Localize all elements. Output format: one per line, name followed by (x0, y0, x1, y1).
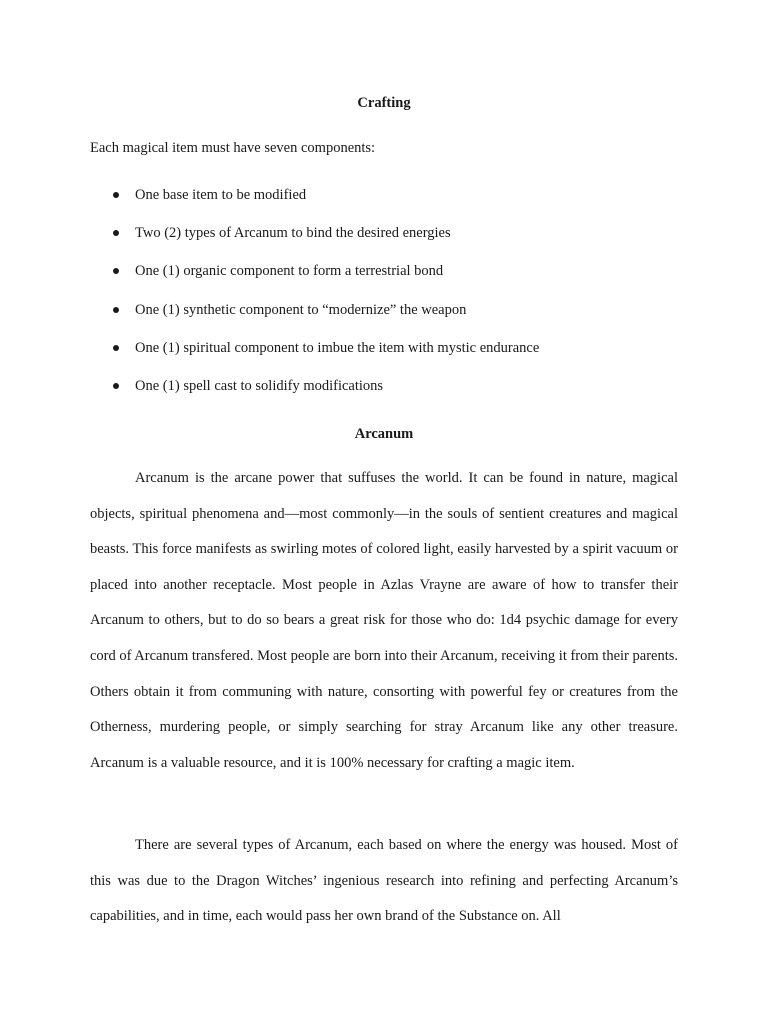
list-item (90, 331, 690, 369)
bullet-icon (113, 192, 119, 198)
body-paragraph: Arcanum is the arcane power that suffuses the world. It can be found in nature, magical objects, spiritual phenomena and—most commonly—in the souls of sentient creatures and magical beasts. This force manifests as swirling motes of colored light, easily harvested by a spirit vacuum or placed into another receptacle. Most people in Azlas Vrayne are aware of how to transfer their Arcanum to others, but to do so bears a great risk for those who do: 1d4 psychic damage for every cord of Arcanum transfered. Most people are born into their Arcanum, receiving it from their parents. Others obtain it from communing with nature, consorting with powerful fey or creatures from the Otherness, murdering people, or simply searching for stray Arcanum like any other treasure. Arcanum is a valuable resource, and it is 100% necessary for crafting a magic item. (90, 470, 678, 771)
list-item (90, 254, 690, 292)
list-item-text: One (1) spiritual component to imbue the item with mystic endurance (135, 339, 540, 356)
bullet-icon (113, 383, 119, 389)
bullet-icon (113, 345, 119, 351)
bullet-icon (113, 268, 119, 274)
list-item (90, 216, 690, 254)
list-item-text: One (1) spell cast to solidify modifications (135, 377, 384, 394)
bullet-icon (113, 230, 119, 236)
intro-text: Each magical item must have seven components: (90, 140, 376, 156)
section-heading-arcanum: Arcanum (354, 426, 414, 442)
section-heading-crafting: Crafting (357, 95, 411, 111)
list-item (90, 178, 690, 216)
list-item-text: One (1) synthetic component to “modernize” the weapon (135, 301, 467, 318)
list-item-text: Two (2) types of Arcanum to bind the desired energies (135, 225, 451, 242)
list-item-text: One base item to be modified (135, 187, 307, 203)
list-item (90, 369, 690, 407)
bullet-icon (113, 307, 119, 313)
body-paragraph: There are several types of Arcanum, each based on where the energy was housed. Most of this was due to the Dragon Witches’ ingenious research into refining and perfecting Arcanum’s capabilities, and in time, each would pass her own brand of the Substance on. All (90, 837, 678, 925)
list-item-text: One (1) organic component to form a terrestrial bond (135, 263, 444, 280)
components-list (90, 178, 690, 407)
list-item (90, 293, 690, 331)
